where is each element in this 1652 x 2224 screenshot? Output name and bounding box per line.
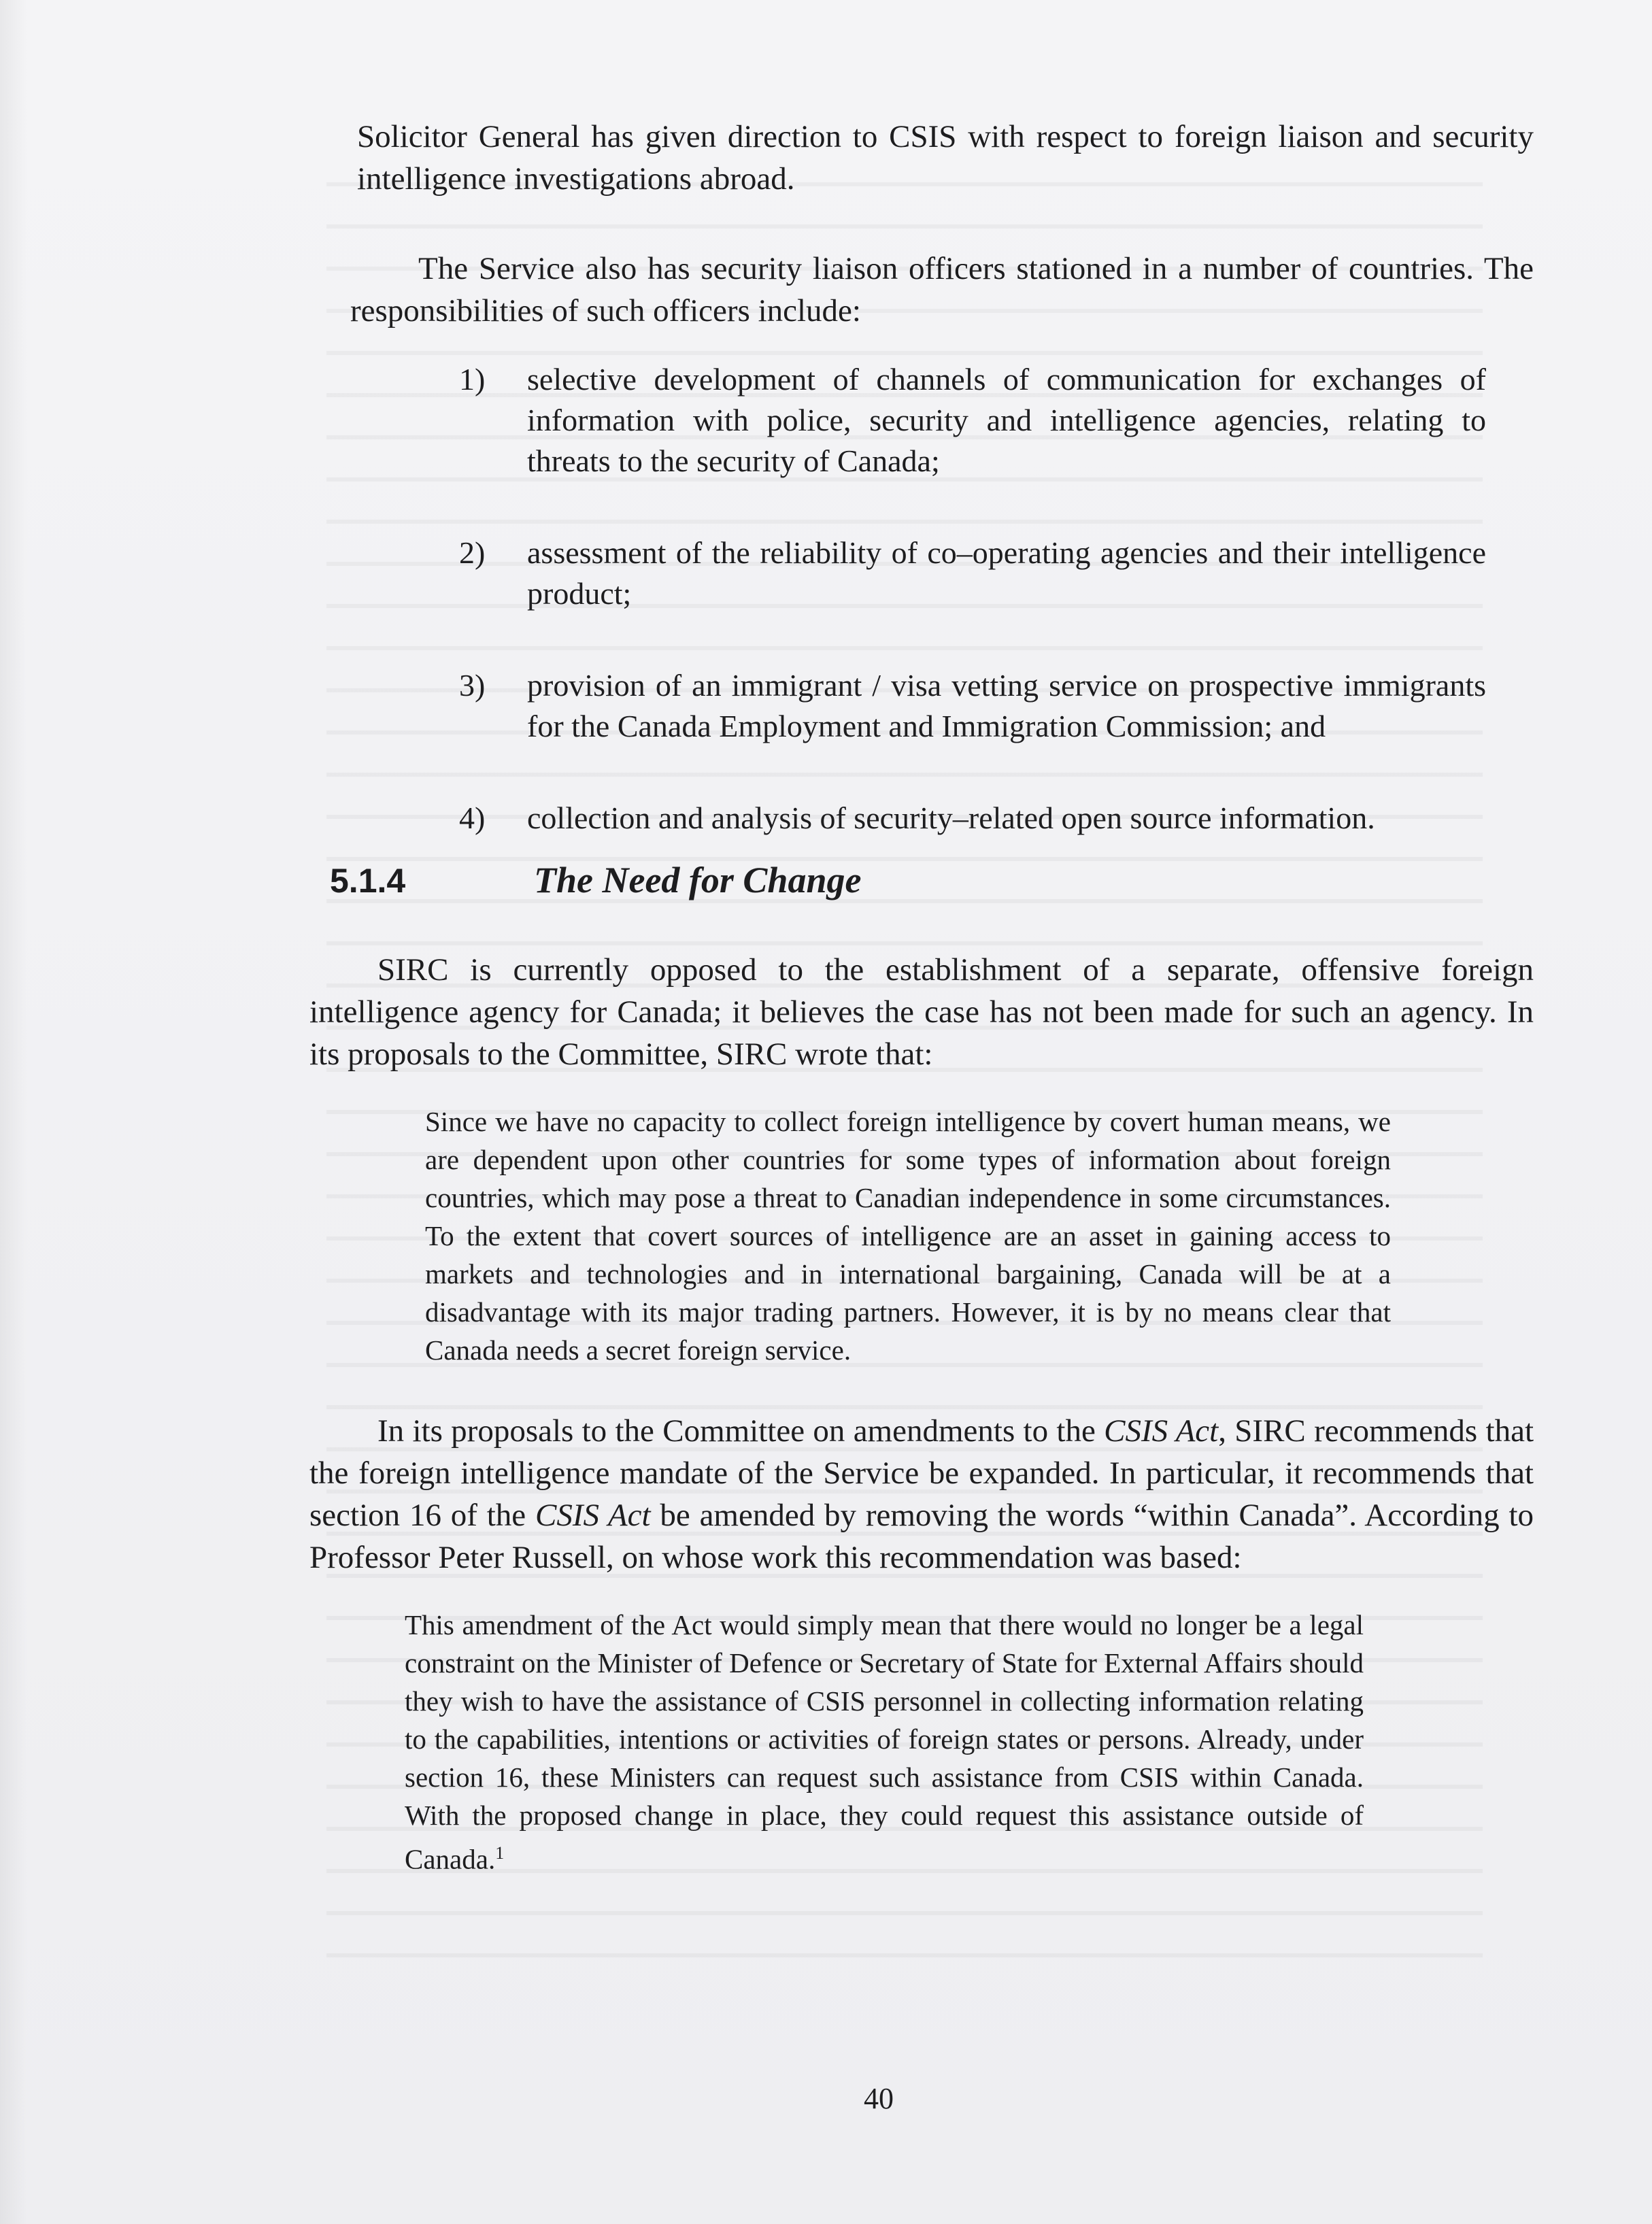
list-item [445, 533, 1486, 614]
page-number: 40 [864, 2082, 894, 2115]
section-heading [330, 859, 1534, 901]
intro-paragraph: Solicitor General has given direction to CSIS with respect to foreign liaison and security intelligence investigations abroad. [357, 119, 1534, 197]
list-item-number: 2) [459, 535, 486, 570]
list-item-number: 1) [459, 362, 486, 397]
amendment-text-part3: be amended by removing the words “within Canada”. According to Professor Peter Russell, on whose work this recommendation was based: [309, 1498, 1534, 1575]
amendment-paragraph [309, 1410, 1534, 1579]
list-item-text: selective development of channels of communication for exchanges of information with police, security and intelligence agencies, relating to threats to the security of Canada; [527, 362, 1486, 478]
list-item [445, 665, 1486, 747]
section-title: The Need for Change [534, 860, 862, 900]
liaison-paragraph: The Service also has security liaison officers stationed in a number of countries. The responsibilities of such officers include: [350, 251, 1534, 328]
amendment-text-part2: , SIRC recommends that the foreign intelligence mandate of the Service be expanded. In particular, it recommends that section 16 of the [309, 1413, 1534, 1533]
russell-block-quote [405, 1606, 1364, 1878]
csis-act-title: CSIS Act [1104, 1413, 1219, 1449]
list-item-text: provision of an immigrant / visa vetting service on prospective immigrants for the Canada Employment and Immigration Commission; and [527, 668, 1486, 743]
list-item-number: 4) [459, 801, 486, 835]
sirc-block-quote: Since we have no capacity to collect foreign intelligence by covert human means, we are dependent upon other countries for some types of information about foreign countries, which may pose a threat to Canadian independence in some circumstances. To the extent that covert sources of intelligence are an asset in gaining access to markets and technologies and in international bargaining, Canada will be at a disadvantage with its major trading partners. However, it is by no means clear that Canada needs a secret foreign service. [425, 1106, 1391, 1366]
section-number: 5.1.4 [330, 862, 406, 900]
russell-quote-text: This amendment of the Act would simply mean that there would no longer be a legal constraint on the Minister of Defence or Secretary of State for External Affairs should they wish to have the assistance of CSIS personnel in collecting information relating to the capabilities, intentions or activities of foreign states or persons. Already, under section 16, these Ministers can request such assistance from CSIS within Canada. With the proposed change in place, they could request this assistance outside of Canada. [405, 1609, 1364, 1875]
page-content [309, 116, 1534, 1878]
sirc-paragraph: SIRC is currently opposed to the establishment of a separate, offensive foreign intelligence agency for Canada; it believes the case has not been made for such an agency. In its proposals to the Committee, SIRC wrote that: [309, 952, 1534, 1072]
footnote-marker: 1 [495, 1843, 505, 1863]
list-item-text: collection and analysis of security–related open source information. [527, 801, 1375, 835]
list-item [445, 798, 1486, 839]
page-edge-shadow [0, 0, 27, 2224]
list-item [445, 359, 1486, 482]
csis-act-title: CSIS Act [535, 1498, 651, 1533]
list-item-number: 3) [459, 668, 486, 703]
responsibilities-list [445, 359, 1486, 839]
amendment-text-part1: In its proposals to the Committee on amendments to the [377, 1413, 1105, 1449]
list-item-text: assessment of the reliability of co–operating agencies and their intelligence product; [527, 535, 1486, 611]
